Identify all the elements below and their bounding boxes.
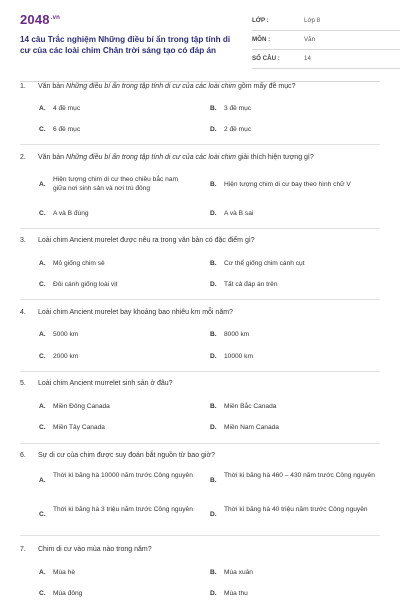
option-text: Thời kì băng hà 3 triệu năm trước Công nguyên — [53, 506, 193, 513]
document-title: 14 câu Trắc nghiệm Những điều bí ẩn trong tập tính di cư của các loài chim Chân trời sáng tạo có đáp án — [20, 35, 231, 55]
option-text: Miền Nam Canada — [224, 424, 279, 431]
question-text — [20, 451, 380, 460]
question-text-part: Loài chim Ancient murelet bay khoảng bao nhiêu km mỗi năm? — [38, 309, 233, 316]
option-label: C. — [39, 281, 46, 288]
option-label: D. — [210, 590, 217, 597]
question-text — [20, 153, 380, 162]
option-label: A. — [39, 403, 46, 410]
option-text: Mùa hè — [53, 569, 75, 576]
option-label: A. — [39, 569, 46, 576]
question-divider — [20, 144, 380, 145]
meta-row-subject — [252, 31, 400, 50]
option-label: D. — [210, 210, 217, 217]
option-label: B. — [210, 403, 217, 410]
document-header — [20, 12, 380, 78]
option-label: B. — [210, 569, 217, 576]
option-label: B. — [210, 260, 217, 267]
option-text: Hiện tượng chim di cư bay theo hình chữ V — [224, 181, 351, 188]
option-label: A. — [39, 331, 46, 338]
option-text: Đôi cánh giống loài vịt — [53, 281, 118, 288]
option-text: A và B sai — [224, 210, 254, 217]
question-divider — [20, 371, 380, 372]
option-label: A. — [39, 260, 46, 267]
option-label: B. — [210, 181, 217, 188]
option-label: A. — [39, 105, 46, 112]
option-text: Mùa đông — [53, 590, 83, 597]
question-text — [20, 545, 380, 554]
option-text: 4 đề mục — [53, 105, 81, 112]
option-text: Cơ thể giống chim cánh cụt — [224, 260, 305, 267]
meta-key: MÔN : — [252, 36, 271, 43]
meta-value: Văn — [304, 36, 316, 43]
option-label: A. — [39, 181, 46, 188]
question-text-part: Loài chim Ancient murelet được nêu ra trong văn bản có đặc điểm gì? — [38, 237, 255, 244]
option-label: D. — [210, 353, 217, 360]
meta-value: Lớp 8 — [304, 17, 321, 24]
logo-text: 2048 — [20, 12, 50, 27]
option-label: B. — [210, 477, 217, 484]
question-text — [20, 82, 380, 91]
option-label: D. — [210, 281, 217, 288]
question-number: 2. — [20, 154, 26, 161]
meta-value: 14 — [304, 55, 311, 62]
option-text: Mùa xuân — [224, 569, 253, 576]
question-number: 6. — [20, 452, 26, 459]
meta-row-class — [252, 12, 400, 31]
option-text: A và B đúng — [53, 210, 89, 217]
question-number: 7. — [20, 546, 26, 553]
option-label: C. — [39, 126, 46, 133]
option-text: Mỏ giống chim sẻ — [53, 260, 105, 267]
question-divider — [20, 535, 380, 536]
option-label: C. — [39, 210, 46, 217]
option-text: Miền Tây Canada — [53, 424, 105, 431]
question-number: 5. — [20, 380, 26, 387]
option-text: 2000 km — [53, 353, 79, 360]
option-label: B. — [210, 105, 217, 112]
question-text-part: Văn bản — [38, 154, 67, 161]
option-text: 6 đề mục — [53, 126, 81, 133]
option-label: C. — [39, 424, 46, 431]
option-label: A. — [39, 477, 46, 484]
question-text-part: giải thích hiện tượng gì? — [236, 154, 314, 161]
option-text: 2 đề mục — [224, 126, 252, 133]
meta-table — [252, 12, 400, 69]
question-divider — [20, 443, 380, 444]
option-text: 10000 km — [224, 353, 253, 360]
meta-row-count — [252, 50, 400, 69]
option-label: D. — [210, 511, 217, 518]
option-text: Tất cả đáp án trên — [224, 281, 278, 288]
question-text-part: Chim di cư vào mùa nào trong năm? — [38, 546, 152, 553]
meta-key: SỐ CÂU : — [252, 55, 280, 62]
option-text: 5000 km — [53, 331, 79, 338]
option-text: Miền Đông Canada — [53, 403, 110, 410]
question-text-part: Loài chim Ancient murrelet sinh sản ở đâu? — [38, 380, 173, 387]
meta-key: LỚP : — [252, 17, 269, 24]
option-label: D. — [210, 126, 217, 133]
question-text — [20, 236, 380, 245]
option-text: Thời kì băng hà 460 – 430 năm trước Công nguyên — [224, 472, 375, 479]
question-number: 3. — [20, 237, 26, 244]
question-text-part: Sự di cư của chim được suy đoán bắt nguồn từ bao giờ? — [38, 452, 215, 459]
question-divider — [20, 299, 380, 300]
option-label: C. — [39, 511, 46, 518]
question-text-italic: Những điều bí ẩn trong tập tính di cư của các loài chim — [66, 154, 236, 161]
option-text: Miền Bắc Canada — [224, 403, 277, 410]
option-text: Mùa thu — [224, 590, 248, 597]
question-text-italic: Những điều bí ẩn trong tập tính di cư của các loài chim — [66, 83, 236, 90]
site-logo[interactable] — [20, 12, 60, 27]
question-number: 1. — [20, 83, 26, 90]
question-text — [20, 379, 380, 388]
question-text-part: Văn bản — [38, 83, 67, 90]
option-text: Thời kì băng hà 10000 năm trước Công nguyên — [53, 472, 193, 479]
option-text: 3 đề mục — [224, 105, 252, 112]
option-text: Hiện tượng chim di cư theo chiều bắc nam giữa nơi sinh sản và nơi trú đông — [53, 176, 178, 192]
option-text: 8000 km — [224, 331, 250, 338]
option-label: D. — [210, 424, 217, 431]
logo-suffix: .vn — [50, 14, 61, 21]
question-text-part: gồm mấy đề mục? — [236, 83, 296, 90]
question-number: 4. — [20, 309, 26, 316]
option-label: B. — [210, 331, 217, 338]
question-text — [20, 308, 380, 317]
option-text: Thời kì băng hà 40 triệu năm trước Công nguyên — [224, 506, 368, 513]
option-label: C. — [39, 590, 46, 597]
option-label: C. — [39, 353, 46, 360]
question-divider — [20, 228, 380, 229]
